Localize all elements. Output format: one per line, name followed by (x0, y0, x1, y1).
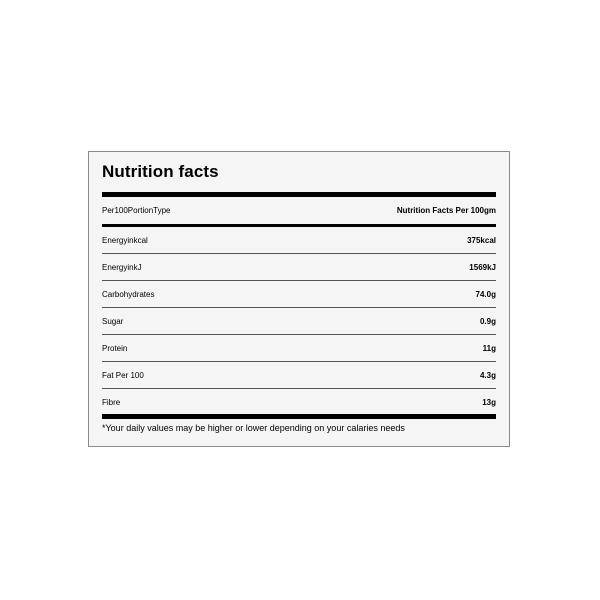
nutrient-row-fibre (102, 389, 496, 416)
nutrient-value: 13g (482, 398, 496, 407)
daily-values-footnote: *Your daily values may be higher or lower depending on your calaries needs (102, 423, 405, 433)
nutrient-row-sugar (102, 308, 496, 335)
nutrient-value: 0.9g (479, 316, 496, 326)
nutrient-label: Fat Per 100 (102, 370, 144, 380)
nutrient-row-energy-kj (102, 254, 496, 281)
nutrient-label: EnergyinkJ (102, 262, 142, 272)
nutrient-row-carbohydrates (102, 281, 496, 308)
table-header-row (102, 197, 496, 224)
header-value: Nutrition Facts Per 100gm (396, 206, 496, 215)
nutrition-facts-panel (88, 151, 510, 447)
nutrient-label: Protein (102, 343, 128, 353)
bottom-divider (102, 414, 496, 419)
nutrient-value: 74.0g (475, 289, 496, 299)
header-label: Per100PortionType (102, 206, 171, 215)
nutrient-row-energy-kcal (102, 227, 496, 254)
nutrient-label: Energyinkcal (102, 235, 148, 245)
nutrition-facts-title: Nutrition facts (102, 162, 219, 181)
nutrient-label: Fibre (102, 398, 121, 407)
nutrient-rows (102, 227, 496, 416)
nutrient-row-fat (102, 362, 496, 389)
nutrient-row-protein (102, 335, 496, 362)
nutrient-label: Carbohydrates (102, 289, 155, 299)
nutrient-value: 1569kJ (469, 262, 496, 272)
nutrient-label: Sugar (102, 316, 124, 326)
nutrient-value: 4.3g (479, 370, 496, 380)
nutrient-value: 375kcal (467, 235, 496, 245)
nutrient-value: 11g (482, 343, 496, 353)
